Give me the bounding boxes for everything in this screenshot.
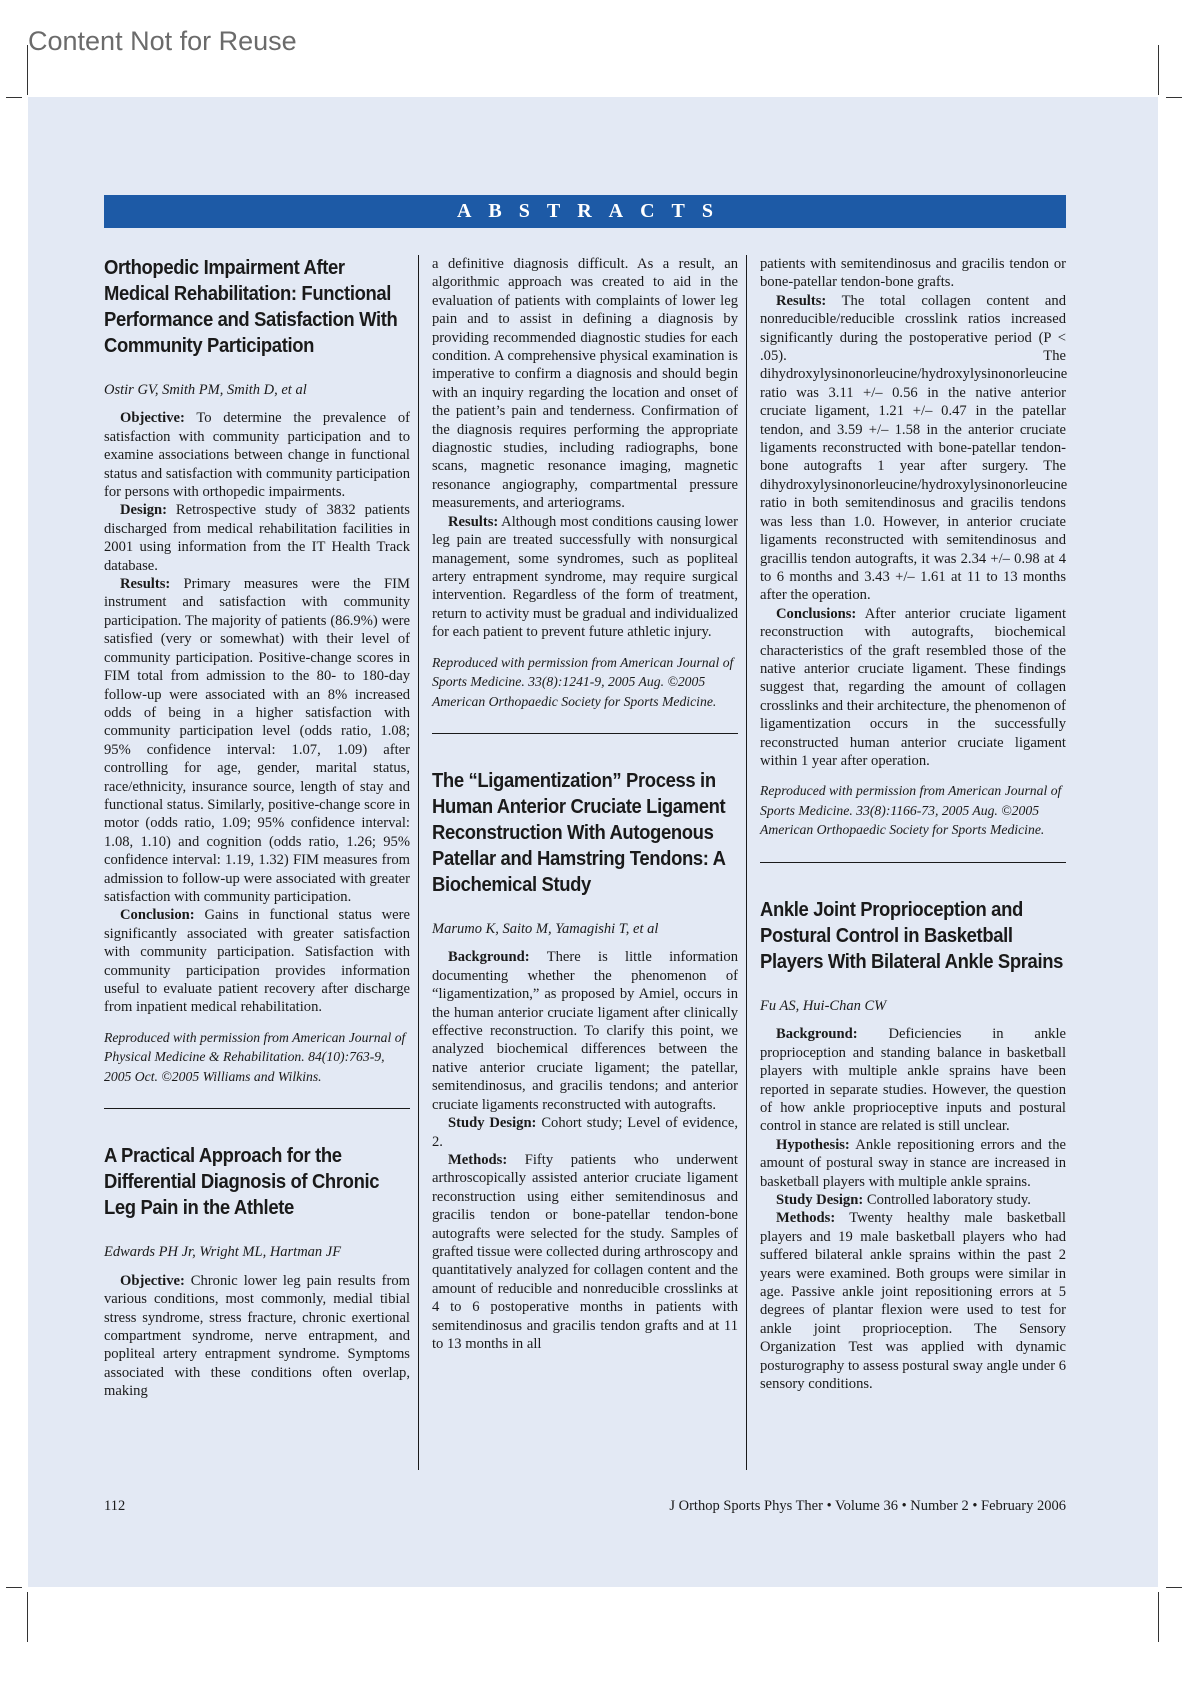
journal-citation: J Orthop Sports Phys Ther • Volume 36 • Number 2 • February 2006 — [669, 1498, 1066, 1514]
abstract-study-design: Study Design: Controlled laboratory study. — [776, 1191, 1031, 1208]
article-separator — [760, 862, 1066, 863]
trim-mark — [27, 45, 28, 95]
abstract-objective-continued: a definitive diagnosis difficult. As a result, an algorithmic approach was created to aid in the evaluation of patients with complaints of lower leg pain and to assist in defining a diagnosis by providing recommended diagnostic studies for each condition. A comprehensive physical examination is imperative to confirm a diagnosis and should begin with an inquiry regarding the location and onset of the patient’s pain and tenderness. Confirmation of the diagnosis requires performing the appropriate diagnostic studies, including radiographs, bone scans, magnetic resonance imaging, magnetic resonance angiography, compartmental pressure measurements, and arteriograms. — [432, 256, 738, 512]
abstract-conclusions: Conclusions: After anterior cruciate ligament reconstruction with autografts, biochemical characteristics of the graft resembled those of the native anterior cruciate ligament. These findings suggest that, regarding the amount of collagen crosslinks and their architecture, the phenomenon of ligamentization occurs in the successfully reconstructed human anterior cruciate ligament within 1 year after operation. — [760, 605, 1066, 769]
section-banner: ABSTRACTS — [104, 195, 1066, 228]
page-number: 112 — [104, 1498, 126, 1514]
reproduction-note: Reproduced with permission from American Journal of Physical Medicine & Rehabilitation. 84(10):763-9, 2005 Oct. ©2005 Williams and Wilkins. — [104, 1029, 406, 1084]
article-title: Ankle Joint Proprioception and Postural Control in Basketball Players With Bilateral Ankle Sprains — [760, 897, 1064, 973]
column-divider — [418, 255, 419, 1470]
article-authors: Marumo K, Saito M, Yamagishi T, et al — [432, 921, 659, 938]
column-divider — [746, 255, 747, 1470]
article-separator — [432, 733, 738, 734]
column-2 — [432, 255, 738, 1353]
abstract-design: Design: Retrospective study of 3832 patients discharged from medical rehabilitation facilities in 2001 using information from the IT Health Track database. — [104, 502, 410, 574]
article-authors: Fu AS, Hui-Chan CW — [760, 997, 887, 1014]
abstract-methods-continued: patients with semitendinosus and gracilis tendon or bone-patellar tendon-bone grafts. — [760, 256, 1066, 291]
abstract-study-design: Study Design: Cohort study; Level of evidence, 2. — [432, 1115, 738, 1150]
trim-mark — [27, 1592, 28, 1642]
trim-mark — [6, 1587, 22, 1588]
abstract-results: Results: Primary measures were the FIM instrument and satisfaction with community participation. The majority of patients (86.9%) were satisfied (very or somewhat) with their level of community participation. Positive-change scores in FIM total from admission to the 80- to 180-day follow-up were associated with an 8% increased odds of being in a higher satisfaction with community participation level (odds ratio, 1.08; 95% confidence interval: 1.07, 1.09) after controlling for age, gender, marital status, race/ethnicity, insurance source, length of stay and functional status. Similarly, positive-change score in motor (odds ratio, 1.09; 95% confidence interval: 1.08, 1.10) and cognition (odds ratio, 1.26; 95% confidence interval: 1.19, 1.32) FIM measures from admission to follow-up were associated with greater satisfaction with community participation. — [104, 576, 411, 905]
article-title: Orthopedic Impairment After Medical Rehabilitation: Functional Performance and Satisfaction With Community Participation — [104, 256, 398, 357]
abstract-conclusion: Conclusion: Gains in functional status were significantly associated with greater satisfaction with community participation. Satisfaction with community participation provides information useful to evaluate patient recovery after discharge from inpatient medical rehabilitation. — [104, 907, 410, 1016]
trim-mark — [1158, 45, 1159, 95]
column-3 — [760, 255, 1066, 1393]
abstract-results: Results: Although most conditions causing lower leg pain are treated successfully with nonsurgical management, some syndromes, such as popliteal artery entrapment syndrome, may require surgical intervention. Regardless of the form of treatment, return to activity must be gradual and individualized for each patient to prevent future athletic injury. — [432, 513, 738, 641]
article-title: A Practical Approach for the Differential Diagnosis of Chronic Leg Pain in the Athlete — [104, 1144, 380, 1220]
reproduction-note: Reproduced with permission from American Journal of Sports Medicine. 33(8):1166-73, 2005 Aug. ©2005 American Orthopaedic Society for Sports Medicine. — [760, 783, 1062, 838]
article-separator — [104, 1108, 410, 1109]
watermark: Content Not for Reuse — [28, 26, 297, 56]
abstract-objective: Objective: Chronic lower leg pain results from various conditions, most commonly, medial tibial stress syndrome, stress fracture, chronic exertional compartment syndrome, nerve entrapment, and popliteal artery entrapment syndrome. Symptoms associated with these conditions often overlap, making — [104, 1272, 410, 1400]
abstract-background: Background: There is little information documenting whether the phenomenon of “ligamentization,” as proposed by Amiel, occurs in the human anterior cruciate ligament after clinically effective reconstruction. To clarify this point, we analyzed biochemical differences between the native anterior cruciate ligament; the patellar, semitendinosus, and gracilis tendons; and anterior cruciate ligaments reconstructed with autografts. — [432, 949, 739, 1113]
abstract-methods: Methods: Twenty healthy male basketball players and 19 male basketball players who had suffered bilateral ankle sprains within the past 2 years were examined. Both groups were similar in age. Passive ankle joint repositioning errors at 5 degrees of plantar flexion were used to test for ankle joint proprioception. The Sensory Organization Test was applied with dynamic posturography to assess postural sway angle under 6 sensory conditions. — [760, 1210, 1067, 1392]
abstract-objective: Objective: To determine the prevalence of satisfaction with community participation and to examine associations between change in functional status and satisfaction with community participation for persons with orthopedic impairments. — [104, 410, 411, 501]
abstract-results: Results: The total collagen content and nonreducible/reducible crosslink ratios increased significantly during the postoperative period (P < .05). The dihydroxylysinonorleucine/hydroxylysinonorleucine ratio was 3.11 +/– 0.56 in the native anterior cruciate ligament, 1.21 +/– 0.47 in the patellar tendon, and 3.59 +/– 1.58 in the anterior cruciate ligaments reconstructed with bone-patellar tendon-bone autografts 1 year after surgery. The dihydroxylysinonorleucine/hydroxylysinonorleucine ratio in both semitendinosus and gracilis tendons was less than 1.0. However, in anterior cruciate ligaments reconstructed with semitendinosus and gracillis tendon autografts, it was 2.34 +/– 0.98 at 4 to 6 months and 3.43 +/– 1.61 at 11 to 13 months after the operation. — [760, 292, 1068, 604]
trim-mark — [6, 97, 22, 98]
trim-mark — [1166, 97, 1182, 98]
abstract-methods: Methods: Fifty patients who underwent arthroscopically assisted anterior cruciate ligament reconstruction using either semitendinosus and gracilis tendon or bone-patellar tendon-bone autografts were selected for the study. Samples of grafted tissue were collected during arthroscopy and quantitatively analyzed for collagen content and the amount of reducible and nonreducible crosslinks at 4 to 6 postoperative months in patients with semitendinosus and gracilis tendon grafts and at 11 to 13 months in all — [432, 1151, 738, 1352]
abstract-hypothesis: Hypothesis: Ankle repositioning errors and the amount of postural sway in stance are increased in basketball players with multiple ankle sprains. — [760, 1136, 1067, 1190]
trim-mark — [1158, 1592, 1159, 1642]
article-title: The “Ligamentization” Process in Human Anterior Cruciate Ligament Reconstruction With Autogenous Patellar and Hamstring Tendons: A Biochemical Study — [432, 769, 726, 897]
abstract-background: Background: Deficiencies in ankle proprioception and standing balance in basketball players with multiple ankle sprains have been reported in separate studies. However, the question of how ankle proprioceptive inputs and postural control in stance are related is still unclear. — [760, 1026, 1066, 1135]
column-1 — [104, 255, 410, 1401]
article-authors: Ostir GV, Smith PM, Smith D, et al — [104, 382, 307, 398]
article-authors: Edwards PH Jr, Wright ML, Hartman JF — [104, 1244, 342, 1261]
trim-mark — [1166, 1587, 1182, 1588]
reproduction-note: Reproduced with permission from American Journal of Sports Medicine. 33(8):1241-9, 2005 Aug. ©2005 American Orthopaedic Society for Sports Medicine. — [432, 654, 734, 709]
